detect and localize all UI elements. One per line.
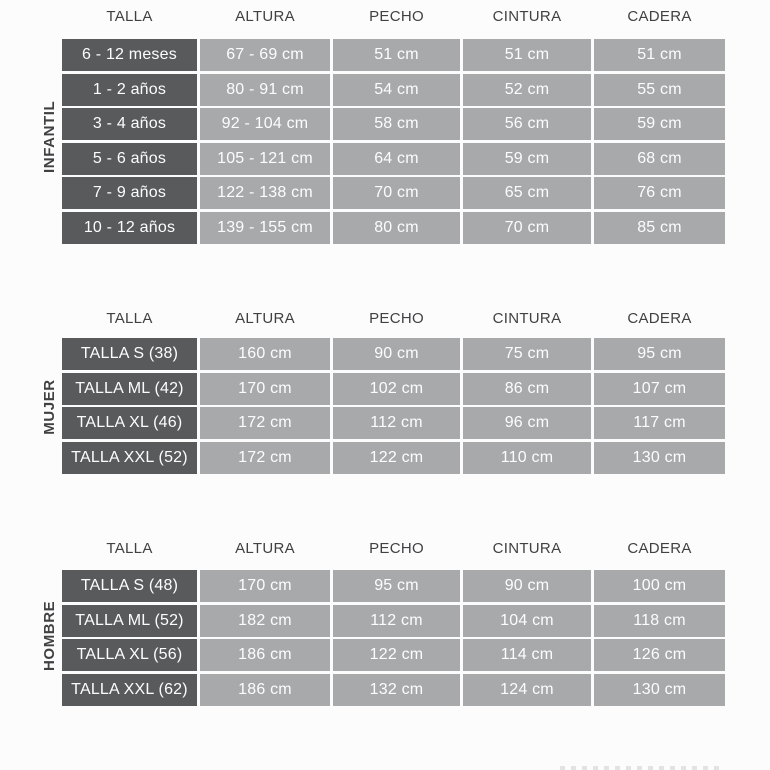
cadera-cell: 130 cm: [594, 442, 725, 474]
cintura-cell: 124 cm: [463, 674, 591, 706]
altura-cell: 186 cm: [200, 674, 330, 706]
altura-cell: 182 cm: [200, 605, 330, 637]
column-header-talla: TALLA: [106, 309, 153, 327]
pecho-cell: 112 cm: [333, 407, 460, 439]
table-row: [62, 407, 725, 439]
cintura-cell: 75 cm: [463, 338, 591, 370]
cadera-cell: 59 cm: [594, 108, 725, 140]
talla-cell: 6 - 12 meses: [62, 39, 197, 71]
cintura-cell: 90 cm: [463, 570, 591, 602]
talla-cell: TALLA XL (56): [62, 639, 197, 671]
cadera-cell: 130 cm: [594, 674, 725, 706]
pecho-cell: 95 cm: [333, 570, 460, 602]
cadera-cell: 85 cm: [594, 212, 725, 244]
section-infantil: [62, 0, 725, 244]
cintura-cell: 52 cm: [463, 74, 591, 106]
table-row: [62, 177, 725, 209]
cintura-cell: 56 cm: [463, 108, 591, 140]
cadera-cell: 100 cm: [594, 570, 725, 602]
column-header-cadera: CADERA: [627, 7, 692, 25]
table-row: [62, 639, 725, 671]
column-header-pecho: PECHO: [369, 7, 424, 25]
pecho-cell: 64 cm: [333, 143, 460, 175]
talla-cell: TALLA XXL (62): [62, 674, 197, 706]
pecho-cell: 122 cm: [333, 442, 460, 474]
pecho-cell: 51 cm: [333, 39, 460, 71]
pecho-cell: 112 cm: [333, 605, 460, 637]
header-row: [62, 302, 725, 334]
table-row: [62, 39, 725, 71]
cintura-cell: 70 cm: [463, 212, 591, 244]
altura-cell: 172 cm: [200, 407, 330, 439]
column-header-cintura: CINTURA: [492, 539, 562, 557]
table-row: [62, 143, 725, 175]
altura-cell: 67 - 69 cm: [200, 39, 330, 71]
header-row: [62, 532, 725, 564]
section-label-hombre: HOMBRE: [41, 600, 58, 671]
table-row: [62, 373, 725, 405]
pecho-cell: 54 cm: [333, 74, 460, 106]
pecho-cell: 58 cm: [333, 108, 460, 140]
cadera-cell: 117 cm: [594, 407, 725, 439]
talla-cell: 10 - 12 años: [62, 212, 197, 244]
table-row: [62, 338, 725, 370]
altura-cell: 105 - 121 cm: [200, 143, 330, 175]
column-header-talla: TALLA: [106, 539, 153, 557]
cintura-cell: 59 cm: [463, 143, 591, 175]
talla-cell: TALLA ML (52): [62, 605, 197, 637]
cintura-cell: 96 cm: [463, 407, 591, 439]
altura-cell: 172 cm: [200, 442, 330, 474]
cadera-cell: 68 cm: [594, 143, 725, 175]
column-header-talla: TALLA: [106, 7, 153, 25]
cintura-cell: 86 cm: [463, 373, 591, 405]
column-header-cintura: CINTURA: [492, 309, 562, 327]
talla-cell: 3 - 4 años: [62, 108, 197, 140]
table-row: [62, 570, 725, 602]
cintura-cell: 114 cm: [463, 639, 591, 671]
altura-cell: 170 cm: [200, 570, 330, 602]
table-body: [62, 570, 725, 706]
column-header-altura: ALTURA: [235, 539, 295, 557]
talla-cell: TALLA XL (46): [62, 407, 197, 439]
cintura-cell: 104 cm: [463, 605, 591, 637]
cadera-cell: 118 cm: [594, 605, 725, 637]
table-row: [62, 605, 725, 637]
header-row: [62, 0, 725, 32]
altura-cell: 122 - 138 cm: [200, 177, 330, 209]
column-header-pecho: PECHO: [369, 309, 424, 327]
talla-cell: TALLA XXL (52): [62, 442, 197, 474]
talla-cell: TALLA ML (42): [62, 373, 197, 405]
altura-cell: 186 cm: [200, 639, 330, 671]
table-row: [62, 442, 725, 474]
cadera-cell: 107 cm: [594, 373, 725, 405]
section-label-infantil: INFANTIL: [41, 100, 58, 173]
altura-cell: 139 - 155 cm: [200, 212, 330, 244]
pecho-cell: 90 cm: [333, 338, 460, 370]
talla-cell: 7 - 9 años: [62, 177, 197, 209]
altura-cell: 160 cm: [200, 338, 330, 370]
pecho-cell: 80 cm: [333, 212, 460, 244]
talla-cell: TALLA S (38): [62, 338, 197, 370]
cadera-cell: 126 cm: [594, 639, 725, 671]
table-row: [62, 212, 725, 244]
column-header-cadera: CADERA: [627, 539, 692, 557]
section-label-mujer: MUJER: [41, 379, 58, 435]
cadera-cell: 95 cm: [594, 338, 725, 370]
cintura-cell: 51 cm: [463, 39, 591, 71]
pecho-cell: 102 cm: [333, 373, 460, 405]
column-header-cintura: CINTURA: [492, 7, 562, 25]
table-row: [62, 74, 725, 106]
cropped-text-fragment: [560, 766, 725, 770]
altura-cell: 80 - 91 cm: [200, 74, 330, 106]
table-body: [62, 39, 725, 244]
talla-cell: 1 - 2 años: [62, 74, 197, 106]
pecho-cell: 70 cm: [333, 177, 460, 209]
column-header-cadera: CADERA: [627, 309, 692, 327]
altura-cell: 92 - 104 cm: [200, 108, 330, 140]
talla-cell: 5 - 6 años: [62, 143, 197, 175]
table-row: [62, 108, 725, 140]
column-header-altura: ALTURA: [235, 309, 295, 327]
altura-cell: 170 cm: [200, 373, 330, 405]
section-hombre: [62, 532, 725, 706]
section-mujer: [62, 302, 725, 474]
cintura-cell: 65 cm: [463, 177, 591, 209]
column-header-pecho: PECHO: [369, 539, 424, 557]
cintura-cell: 110 cm: [463, 442, 591, 474]
table-row: [62, 674, 725, 706]
pecho-cell: 132 cm: [333, 674, 460, 706]
talla-cell: TALLA S (48): [62, 570, 197, 602]
cadera-cell: 55 cm: [594, 74, 725, 106]
pecho-cell: 122 cm: [333, 639, 460, 671]
column-header-altura: ALTURA: [235, 7, 295, 25]
table-body: [62, 338, 725, 474]
cadera-cell: 51 cm: [594, 39, 725, 71]
cadera-cell: 76 cm: [594, 177, 725, 209]
